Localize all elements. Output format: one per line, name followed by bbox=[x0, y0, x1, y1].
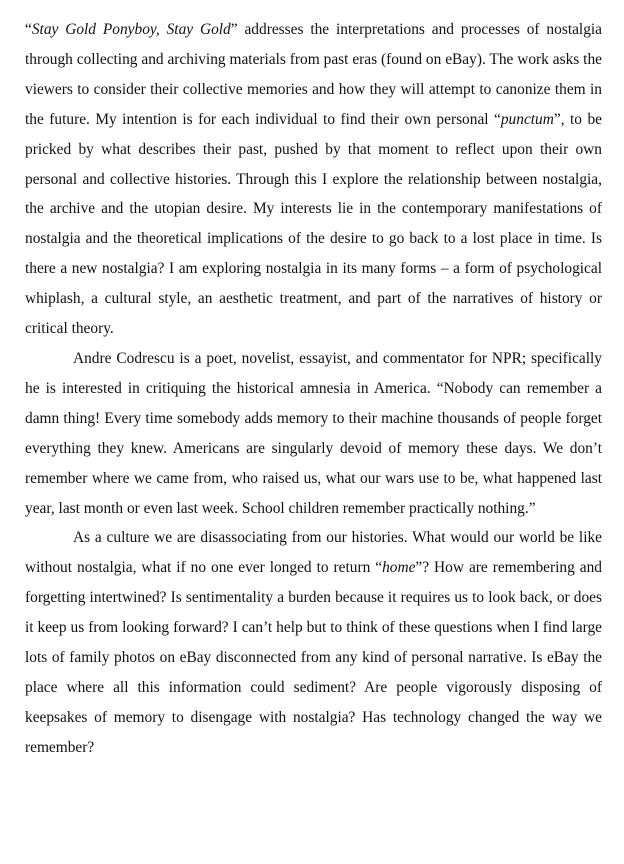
work-title: Stay Gold Ponyboy, Stay Gold bbox=[31, 21, 231, 38]
paragraph-codrescu bbox=[25, 344, 602, 523]
paragraph-text: ”, to be pricked by what describes their past, pushed by that moment to reflect upon their own personal and collective histories. Through this I explore the relationship between nostalgia, the archive and the utopian desire. My interests lie in the contemporary manifestations of nostalgia and the theoretical implications of the desire to go back to a lost place in time. Is there a new nostalgia? I am exploring nostalgia in its many forms – a form of psychological whiplash, a cultural style, an aesthetic treatment, and part of the narratives of history or critical theory. bbox=[25, 110, 602, 338]
paragraph-culture bbox=[25, 523, 602, 762]
paragraph-text: As a culture we are disassociating from our histories. What would our world be like without nostalgia, what if no one ever longed to return “ bbox=[25, 529, 602, 577]
punctum-term: punctum bbox=[500, 110, 554, 128]
paragraph-text: ” addresses the interpretations and processes of nostalgia through collecting and archiving materials from past eras (found on eBay). The work asks the viewers to consider their collective memories and how they will attempt to canonize them in the future. My intention is for each individual to find their own personal “ bbox=[25, 21, 602, 128]
paragraph-text: Andre Codrescu is a poet, novelist, essayist, and commentator for NPR; specifically he is interested in critiquing the historical amnesia in America. “Nobody can remember a damn thing! Every time somebody adds memory to their machine thousands of people forget everything they knew. Americans are singularly devoid of memory these days. We don’t remember where we came from, who raised us, what our wars use to be, what happened last year, last month or even last week. School children remember practically nothing.” bbox=[25, 349, 602, 517]
document-page bbox=[25, 15, 602, 763]
home-term: home bbox=[382, 559, 416, 577]
paragraph-text: “ bbox=[25, 21, 32, 38]
paragraph-text: ”? How are remembering and forgetting intertwined? Is sentimentality a burden because it requires us to look back, or does it keep us from looking forward? I can’t help but to think of these questions when I find large lots of family photos on eBay disconnected from any kind of personal narrative. Is eBay the place where all this information could sediment? Are people vigorously disposing of keepsakes of memory to disengage with nostalgia? Has technology changed the way we remember? bbox=[25, 559, 602, 756]
paragraph-intro bbox=[25, 15, 602, 344]
